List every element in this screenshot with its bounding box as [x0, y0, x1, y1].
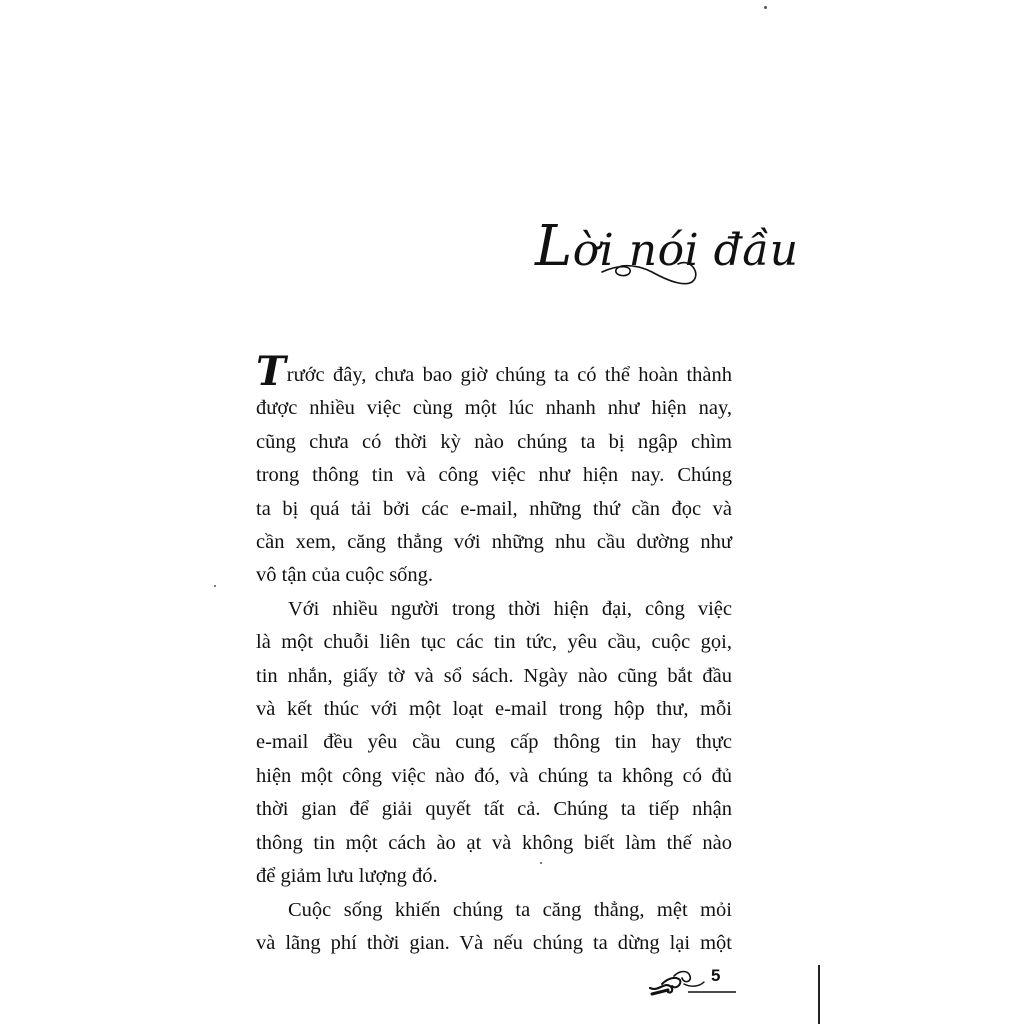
text-line: Cuộc sống khiến chúng ta căng thẳng, mệt mỏi	[288, 898, 732, 921]
text-line: thông tin một cách ào ạt và không biết làm thế nào	[256, 831, 732, 854]
swirl-ornament-icon	[648, 962, 738, 998]
text-line: hiện một công việc nào đó, và chúng ta không có đủ	[256, 764, 732, 787]
title-initial: L	[535, 214, 573, 279]
text-line: Với nhiều người trong thời hiện đại, công việc	[288, 597, 732, 620]
page-edge-line	[818, 965, 820, 1024]
paragraph-3	[256, 894, 732, 961]
text-line: để giảm lưu lượng đó.	[256, 865, 438, 888]
title-flourish-icon	[600, 250, 700, 300]
text-line: và kết thúc với một loạt e-mail trong hộp thư, mỗi	[256, 698, 732, 721]
drop-cap: T	[256, 348, 286, 395]
title-rest: ời nói đầu	[572, 225, 799, 276]
text-line: cũng chưa có thời kỳ nào chúng ta bị ngập chìm	[256, 430, 732, 453]
text-line: vô tận của cuộc sống.	[256, 564, 434, 587]
print-speck	[764, 6, 767, 9]
text-line: là một chuỗi liên tục các tin tức, yêu cầu, cuộc gọi,	[256, 631, 732, 654]
text-line: ta bị quá tải bởi các e-mail, những thứ cần đọc và	[256, 497, 732, 520]
text-line: thời gian để giải quyết tất cả. Chúng ta tiếp nhận	[256, 798, 732, 821]
body-text	[256, 348, 732, 960]
text-line: e-mail đều yêu cầu cung cấp thông tin hay thực	[256, 731, 732, 754]
print-speck	[214, 585, 216, 587]
text-line: được nhiều việc cùng một lúc nhanh như hiện nay,	[256, 397, 732, 420]
text-line: trong thông tin và công việc như hiện nay. Chúng	[256, 464, 732, 487]
text-line: cần xem, căng thẳng với những nhu cầu dường như	[256, 531, 732, 554]
text-line: Trước đây, chưa bao giờ chúng ta có thể hoàn thành	[256, 348, 732, 395]
page-number: 5	[711, 966, 721, 985]
paragraph-1	[256, 348, 732, 593]
text-line: và lãng phí thời gian. Và nếu chúng ta dừng lại một	[256, 931, 732, 954]
paragraph-2	[256, 593, 732, 894]
text-line: tin nhắn, giấy tờ và sổ sách. Ngày nào cũng bắt đầu	[256, 664, 732, 687]
